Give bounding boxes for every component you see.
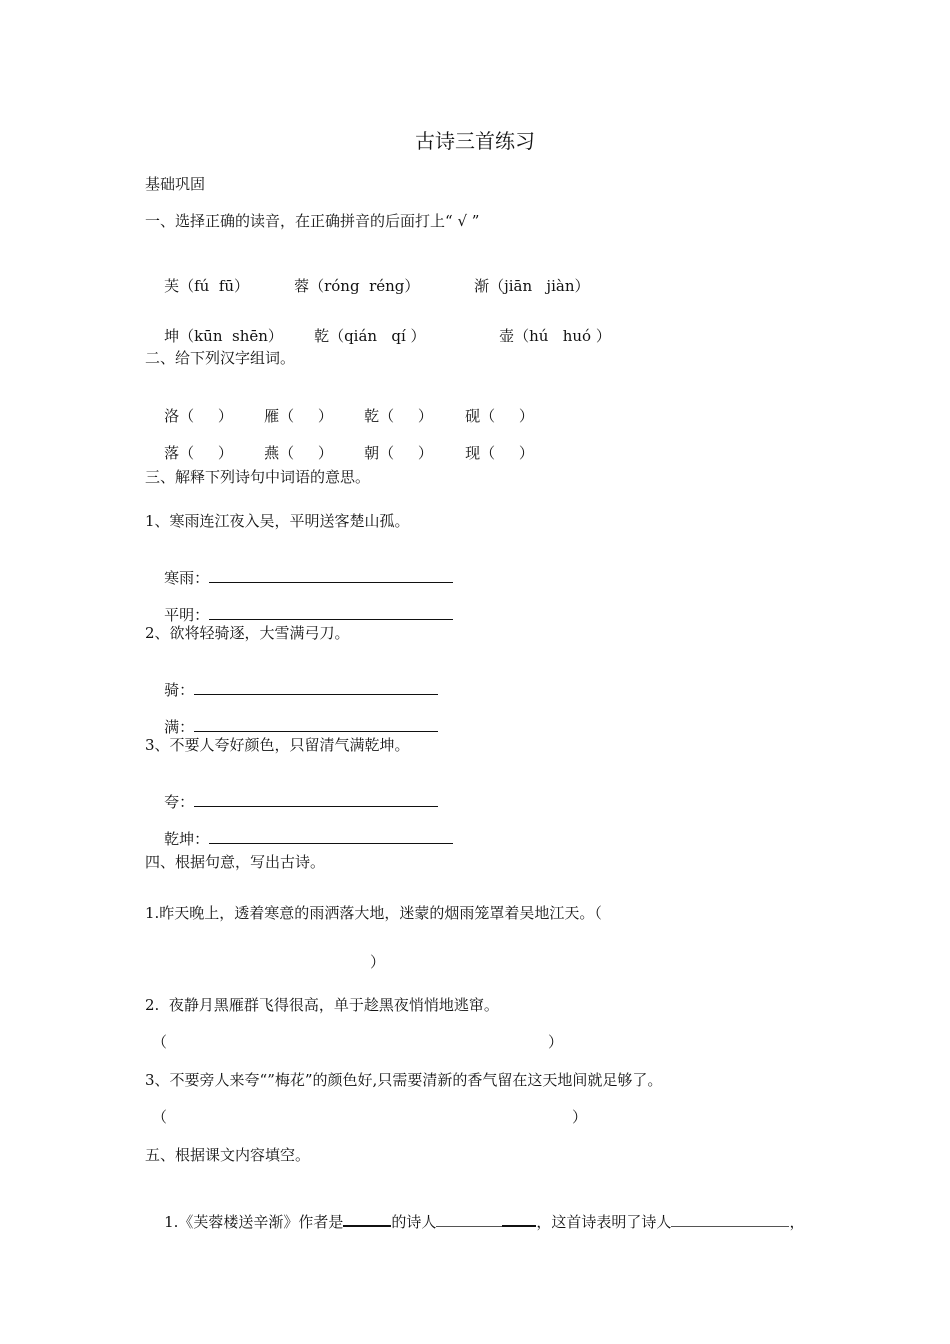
answer-label: 寒雨： (164, 569, 210, 587)
q3-sentence-2: 2、欲将轻骑逐，大雪满弓刀。 (145, 624, 350, 642)
fill-text: ， (789, 1213, 805, 1231)
q4-paren-open: （ (152, 1033, 168, 1051)
answer-label: 平明： (164, 606, 210, 624)
dynasty-blank-tail[interactable] (502, 1211, 536, 1227)
q3-prompt: 三、解释下列诗句中词语的意思。 (145, 468, 371, 486)
q4-paren-open: （ (152, 1108, 168, 1126)
q5-prompt: 五、根据课文内容填空。 (145, 1146, 311, 1164)
word-blank: 朝（ ） (364, 444, 433, 462)
q4-sentence-3: 3、不要旁人来夸“”梅花”的颜色好,只需要清新的香气留在这天地间就足够了。 (145, 1071, 663, 1089)
word-blank: 落（ ） (164, 444, 233, 462)
word-blank: 现（ ） (465, 444, 534, 462)
pinyin-choice: 渐（jiān jiàn） (474, 277, 590, 295)
answer-label: 骑： (164, 681, 195, 699)
q4-paren-close: ） (548, 1033, 564, 1051)
word-blank: 燕（ ） (264, 444, 333, 462)
q3-sentence-3: 3、不要人夸好颜色，只留清气满乾坤。 (145, 736, 410, 754)
q5-sentence-1 (145, 1191, 804, 1252)
q2-prompt: 二、给下列汉字组词。 (145, 349, 296, 367)
q4-paren-close: ） (572, 1108, 588, 1126)
author-blank[interactable] (343, 1211, 391, 1227)
section-heading-basic: 基础巩固 (145, 175, 206, 193)
answer-label: 夸： (164, 793, 195, 811)
answer-label: 乾坤： (164, 830, 210, 848)
q4-paren-close: ） (370, 953, 386, 971)
q4-prompt: 四、根据句意，写出古诗。 (145, 853, 326, 871)
answer-blank[interactable] (209, 829, 453, 844)
q4-sentence-1: 1.昨天晚上，透着寒意的雨洒落大地，迷蒙的烟雨笼罩着吴地江天。（ (145, 904, 602, 922)
word-blank: 洛（ ） (164, 407, 233, 425)
answer-blank[interactable] (209, 605, 453, 620)
pinyin-choice: 壶（hú huó ） (499, 327, 611, 345)
pinyin-choice: 芙（fú fū） (164, 277, 250, 295)
answer-blank[interactable] (194, 680, 438, 695)
word-blank: 砚（ ） (465, 407, 534, 425)
pinyin-choice: 坤（kūn shēn） (164, 327, 283, 345)
q1-prompt: 一、选择正确的读音，在正确拼音的后面打上“ √ ” (145, 212, 480, 230)
page-title: 古诗三首练习 (415, 129, 535, 153)
answer-blank[interactable] (194, 717, 438, 732)
answer-label: 满： (164, 718, 195, 736)
meaning-blank[interactable] (671, 1212, 789, 1227)
fill-text: 1.《芙蓉楼送辛渐》作者是 (164, 1213, 344, 1231)
word-blank: 乾（ ） (364, 407, 433, 425)
pinyin-choice: 乾（qián qí ） (314, 327, 426, 345)
q4-sentence-2: 2. 夜静月黑雁群飞得很高，单于趁黑夜悄悄地逃窜。 (145, 996, 499, 1014)
answer-blank[interactable] (209, 568, 453, 583)
answer-blank[interactable] (194, 792, 438, 807)
dynasty-blank[interactable] (436, 1212, 502, 1227)
fill-text: ，这首诗表明了诗人 (536, 1213, 672, 1231)
word-blank: 雁（ ） (264, 407, 333, 425)
q3-sentence-1: 1、寒雨连江夜入吴，平明送客楚山孤。 (145, 512, 410, 530)
pinyin-choice: 蓉（róng réng） (294, 277, 420, 295)
fill-text: 的诗人 (391, 1213, 437, 1231)
